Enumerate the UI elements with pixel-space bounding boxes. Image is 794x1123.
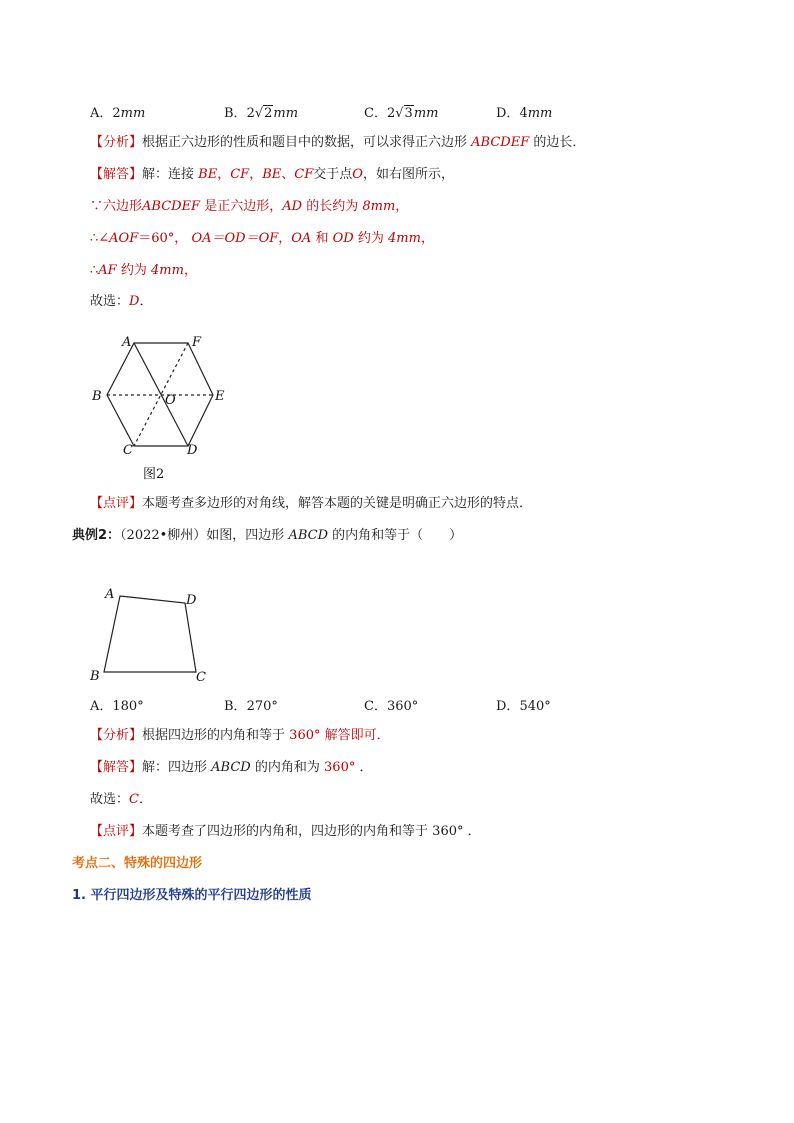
q1-answer: 故选：D．	[90, 294, 153, 309]
q1-solution-line-1: 【解答】解：连接 BE，CF，BE、CF交于点O，如右图所示，	[90, 167, 454, 182]
label-a: A	[122, 335, 132, 350]
figure-caption: 图2	[143, 467, 165, 482]
sqrt-symbol: √3	[395, 106, 413, 121]
q2-choice-d: D．540°	[496, 699, 551, 714]
q2-solution: 【解答】解：四边形 ABCD 的内角和为 360° ．	[90, 760, 373, 775]
section-subtitle: 1. 平行四边形及特殊的平行四边形的性质	[72, 888, 312, 903]
q2-choice-a: A．180°	[90, 699, 144, 714]
label-f: F	[192, 335, 202, 350]
hexagon-figure	[86, 328, 236, 488]
section-title: 考点二、特殊的四边形	[72, 856, 203, 871]
q1-choice-b: B．2√2mm	[224, 106, 299, 121]
quadrilateral-outline	[104, 596, 196, 672]
label-c: C	[196, 670, 206, 685]
q1-solution-line-3: ∴∠AOF＝60°， OA＝OD＝OF，OA 和 OD 约为 4mm，	[90, 231, 434, 246]
label-d: D	[186, 593, 197, 608]
q1-solution-line-4: ∴AF 约为 4mm，	[90, 263, 197, 278]
sqrt-symbol: √2	[254, 106, 273, 121]
q1-solution-line-2: ∵六边形ABCDEF 是正六边形，AD 的长约为 8mm，	[90, 199, 409, 214]
label-b: B	[92, 389, 102, 404]
label-d: D	[187, 443, 198, 458]
label-e: E	[215, 389, 225, 404]
q2-analysis: 【分析】根据四边形的内角和等于 360° 解答即可．	[90, 728, 390, 743]
q2-choices	[90, 695, 650, 713]
q1-choice-d: D．4mm	[496, 106, 553, 121]
q1-choice-a: A．2mm	[90, 106, 146, 121]
q1-comment: 【点评】本题考查多边形的对角线，解答本题的关键是明确正六边形的特点．	[90, 496, 533, 511]
quadrilateral-figure	[86, 582, 216, 686]
q1-choices	[90, 102, 650, 120]
q2-comment: 【点评】本题考查了四边形的内角和，四边形的内角和等于 360° ．	[90, 824, 481, 839]
q2-choice-c: C．360°	[364, 699, 419, 714]
q1-analysis: 【分析】根据正六边形的性质和题目中的数据，可以求得正六边形 ABCDEF 的边长．	[90, 135, 586, 150]
label-a: A	[105, 587, 115, 602]
q2-answer: 故选：C．	[90, 792, 152, 807]
q2-header: 典例2：（2022•柳州）如图，四边形 ABCD 的内角和等于（ ）	[72, 528, 463, 543]
label-o: O	[165, 393, 176, 408]
label-c: C	[123, 443, 133, 458]
label-b: B	[90, 669, 100, 684]
q2-choice-b: B．270°	[224, 699, 278, 714]
q1-choice-c: C．2√3mm	[364, 106, 439, 121]
